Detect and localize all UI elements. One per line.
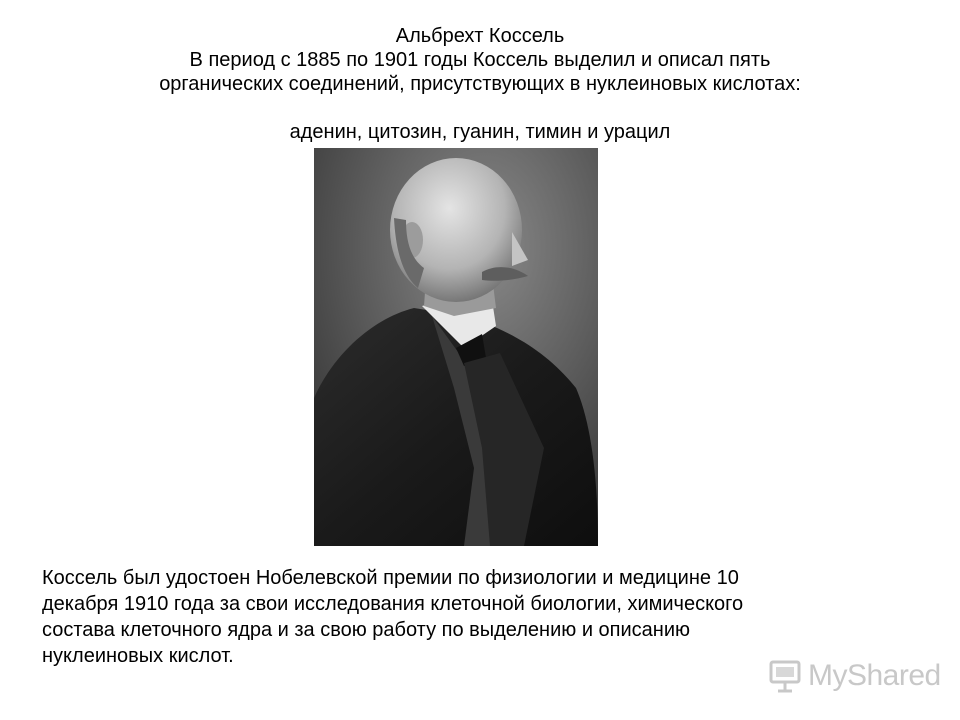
caption bbox=[42, 565, 902, 669]
blank-line bbox=[0, 96, 960, 120]
compounds-list: аденин, цитозин, гуанин, тимин и урацил bbox=[289, 121, 671, 143]
portrait-illustration bbox=[314, 148, 598, 546]
portrait-photo bbox=[314, 148, 598, 546]
watermark-logo bbox=[768, 656, 941, 696]
caption-line-3: состава клеточного ядра и за свою работу по выделению и описанию bbox=[42, 619, 691, 641]
intro-line-1: В период с 1885 по 1901 годы Коссель выделил и описал пять bbox=[189, 49, 771, 71]
caption-line-4: нуклеиновых кислот. bbox=[42, 645, 234, 667]
watermark-text: MyShared bbox=[808, 659, 941, 692]
intro-line-2: органических соединений, присутствующих в нуклеиновых кислотах: bbox=[159, 73, 801, 95]
slide-header bbox=[0, 24, 960, 144]
slide-title: Альбрехт Коссель bbox=[395, 25, 565, 47]
caption-line-2: декабря 1910 года за свои исследования клеточной биологии, химического bbox=[42, 593, 744, 615]
caption-line-1: Коссель был удостоен Нобелевской премии по физиологии и медицине 10 bbox=[42, 567, 739, 589]
projector-screen-icon bbox=[768, 658, 804, 694]
